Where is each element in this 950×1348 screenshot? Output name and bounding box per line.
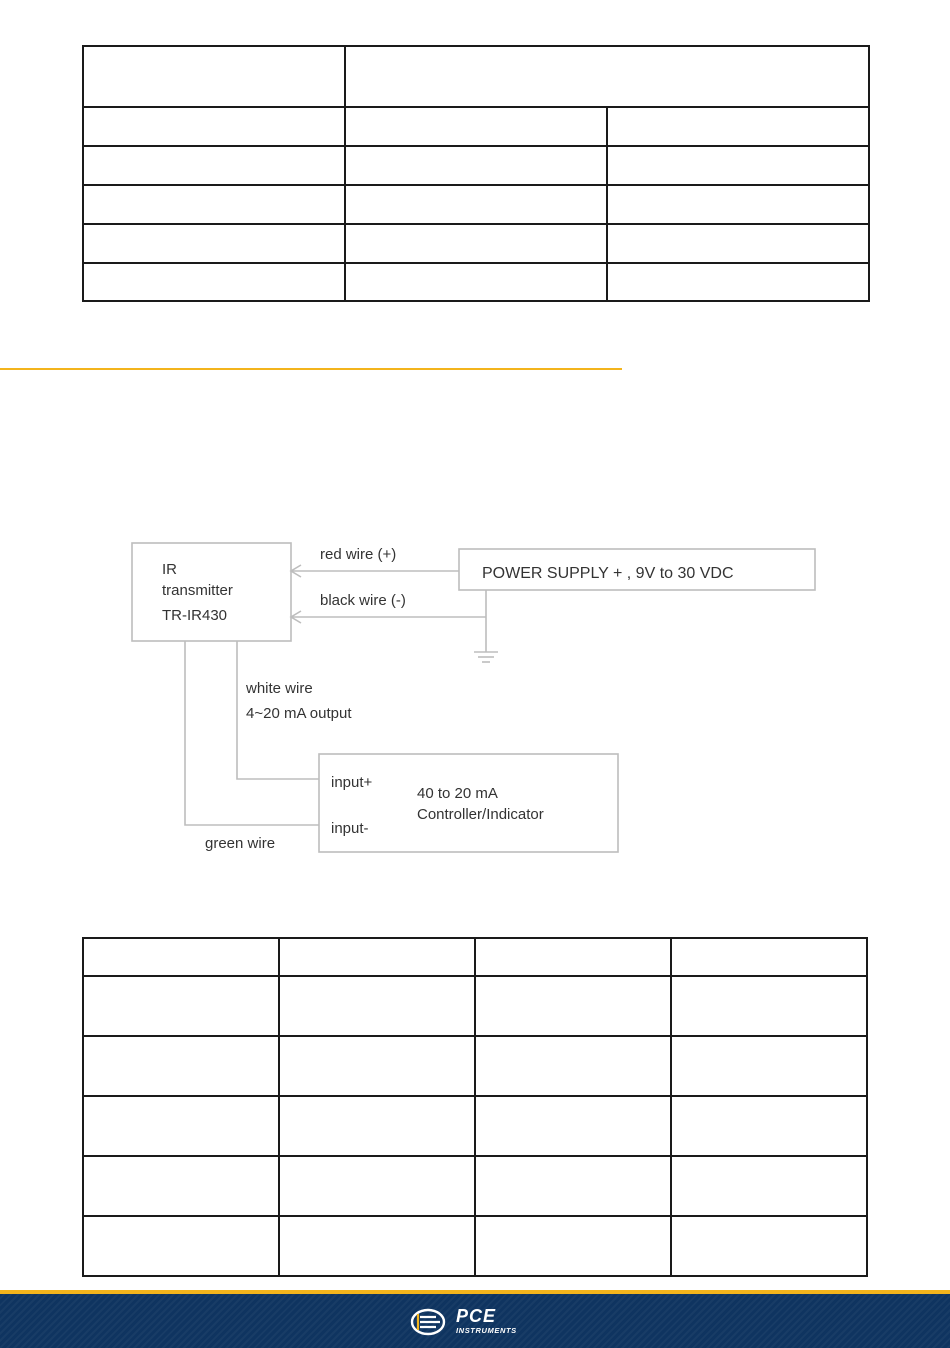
black-wire-label: black wire (-) [320, 592, 406, 609]
table-cell [83, 146, 345, 185]
table-cell [83, 1156, 279, 1216]
table-row [83, 938, 867, 976]
table-cell [83, 185, 345, 224]
table-cell [345, 224, 607, 263]
table-cell [345, 185, 607, 224]
black-wire-arrow [291, 611, 301, 623]
table-row [83, 1036, 867, 1096]
table-cell [607, 224, 869, 263]
table-cell [83, 107, 345, 146]
white-wire-output-label: 4~20 mA output [246, 705, 352, 722]
table-row [83, 46, 869, 107]
table-cell [345, 107, 607, 146]
table-cell [671, 1156, 867, 1216]
white-wire-label: white wire [246, 680, 313, 697]
table-cell [279, 938, 475, 976]
table-cell [671, 938, 867, 976]
table-cell [607, 263, 869, 301]
table-cell [671, 1216, 867, 1276]
transmitter-label-3: TR-IR430 [162, 607, 228, 624]
table-cell [475, 1036, 671, 1096]
table-row [83, 107, 869, 146]
table-cell [279, 1096, 475, 1156]
table-cell [279, 1036, 475, 1096]
controller-label-1: 40 to 20 mA [417, 785, 498, 802]
table-row [83, 1096, 867, 1156]
table-cell [475, 1156, 671, 1216]
green-wire-label: green wire [205, 835, 276, 852]
table-row [83, 185, 869, 224]
table-cell [83, 938, 279, 976]
pce-logo-icon [410, 1308, 450, 1336]
table-cell [83, 46, 345, 107]
brand-name: PCE [456, 1306, 497, 1326]
power-supply-box [459, 549, 815, 590]
table-cell [83, 1096, 279, 1156]
footer-accent-rule [0, 1290, 950, 1294]
table-cell [671, 1096, 867, 1156]
transmitter-label-2: transmitter [162, 582, 233, 599]
table-cell [83, 1036, 279, 1096]
page-footer [0, 1290, 950, 1348]
table-cell [671, 1036, 867, 1096]
red-wire-arrow [291, 565, 301, 577]
input-minus-label: input- [331, 820, 369, 837]
pce-logo [410, 1306, 540, 1338]
table-cell [279, 976, 475, 1036]
input-plus-label: input+ [331, 774, 373, 791]
table-row [83, 263, 869, 301]
table-cell [475, 1216, 671, 1276]
table-cell [607, 146, 869, 185]
table-cell [475, 1096, 671, 1156]
spec-table-bottom [82, 937, 868, 1277]
white-wire-line [237, 641, 319, 779]
controller-label-2: Controller/Indicator [417, 806, 544, 823]
table-cell [83, 1216, 279, 1276]
table-cell [279, 1156, 475, 1216]
table-cell [345, 46, 869, 107]
table-row [83, 1216, 867, 1276]
table-row [83, 224, 869, 263]
transmitter-box [132, 543, 291, 641]
table-cell [607, 107, 869, 146]
spec-table-top [82, 45, 870, 302]
red-wire-label: red wire (+) [320, 546, 397, 563]
table-cell [671, 976, 867, 1036]
table-cell [607, 185, 869, 224]
table-row [83, 146, 869, 185]
table-cell [475, 938, 671, 976]
green-wire-line [185, 641, 319, 825]
brand-sub: INSTRUMENTS [456, 1326, 517, 1335]
section-divider [0, 368, 622, 370]
transmitter-label-1: IR [162, 561, 177, 578]
power-supply-label: POWER SUPPLY + , 9V to 30 VDC [482, 565, 734, 582]
table-cell [279, 1216, 475, 1276]
table-cell [345, 146, 607, 185]
table-cell [83, 976, 279, 1036]
table-cell [475, 976, 671, 1036]
table-cell [83, 224, 345, 263]
table-row [83, 1156, 867, 1216]
table-cell [345, 263, 607, 301]
table-row [83, 976, 867, 1036]
table-cell [83, 263, 345, 301]
controller-box [319, 754, 618, 852]
